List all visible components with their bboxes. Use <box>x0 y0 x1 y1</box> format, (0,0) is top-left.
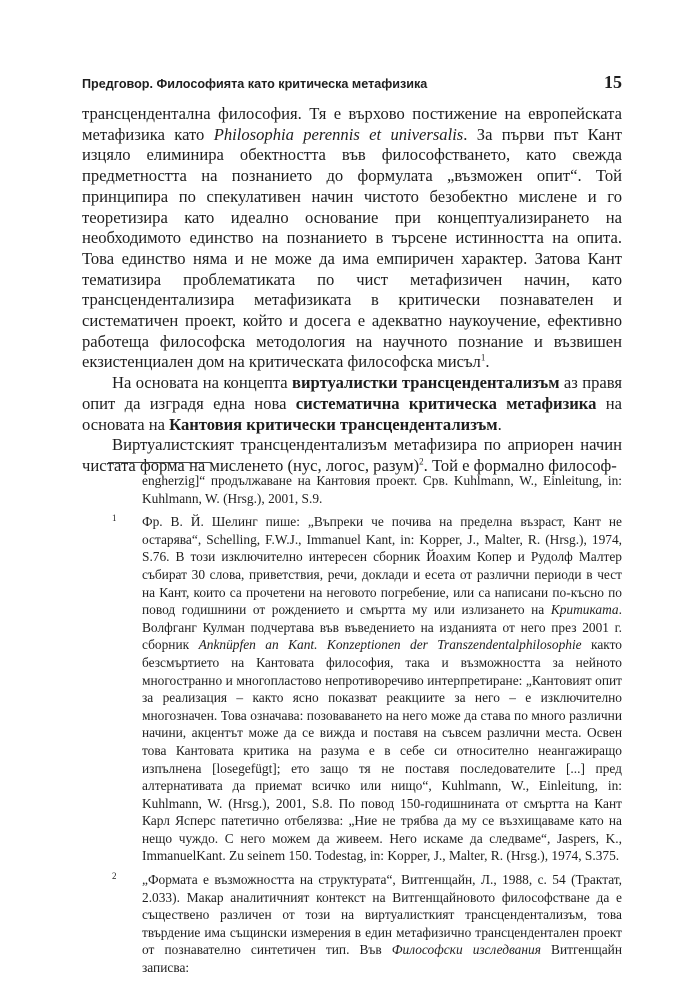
main-text <box>82 104 622 477</box>
footnote-1 <box>112 513 623 865</box>
text-run: аз правя опит да изградя една нова <box>82 373 622 413</box>
text-run: на основата на <box>82 393 622 434</box>
paragraph-1 <box>82 104 622 373</box>
page-number: 15 <box>604 72 622 92</box>
footnote-mark-2: 2 <box>112 871 117 882</box>
text-run: . Волфганг Кулман подчертава във въведението на изданията от него през 2001 г. сборник <box>142 602 622 653</box>
footnote-ref-2: 2 <box>419 456 424 467</box>
italic-run: Philosophia perennis et universalis <box>213 124 464 144</box>
text-run: Фр. В. Й. Шелинг пише: „Въпреки че почива на пределна възраст, Кант не остарява“, Schelling, F.W.J., Immanuel Kant, in: Kopper, J., Malter, R. (Hrsg.), 1974, S.76. В този изключително интересен сборник Йоахим Копер и Рудолф Малтер събират 30 слова, приветствия, речи, доклади и есета от различни периоди в чест на Кант, които са прочетени на неговото погребение, или са написани по-късно по повод годишнини от рождението и смъртта му или излизането на <box>142 514 622 618</box>
italic-run: Критиката <box>550 602 619 618</box>
paragraph-2 <box>82 373 622 435</box>
bold-term: Кантовия критически трансцендентализъм <box>169 414 498 434</box>
text-run: . <box>485 352 490 372</box>
text-run: Витгенщайн записва: <box>142 942 622 976</box>
footnotes <box>112 472 623 977</box>
text-run: . За първи път Кант изцяло елиминира обектността във философстването, като свежда предметността на познанието до формулата „възможен опит“. Той принципира по спекулативен начин чистото безобектно мислене и го теоретизира като идеално основание при концептуализирането на необходимото единство на познанието в търсене истинността на опита. Това единство няма и не може да има емпиричен характер. Затова Кант тематизира проблематиката по чист метафизичен начин, като трансцендентализира метафизиката в критически познавателен и систематичен проект, който и досега е адекватно наукоучение, ефективно работеща философска методология на научното познание и възвишен екзистенциален дом на критическата философска мисъл <box>82 124 623 372</box>
text-run: . <box>497 414 502 434</box>
footnote-ref-1: 1 <box>480 352 486 363</box>
footnote-2 <box>112 871 622 977</box>
page-header <box>82 72 622 94</box>
text-run: Виртуалистският трансцендентализъм метафизира по априорен начин чистата форма на мисленето (нус, логос, разум) <box>82 435 622 475</box>
text-run: „Формата е възможността на структурата“, Витгенщайн, Л., 1988, с. 54 (Трактат, 2.033). Макар аналитичният контекст на Витгенщайновото философстване да е съществено различен от този на виртуалисткият трансцендентализъм, това твърдение има същински измерения в един метафизично трансцендентален проект от познавателно синтетичен тип. Във <box>142 872 622 958</box>
text-run: както безсмъртието на Кантовата философия, така и възможността за нейното многостранно и многопластово непротиворечиво интерпретиране: „Кантовият опит за реализация – както ясно показват реакциите за него – е изключително многозначен. Това означава: позоваването на него може да става по много различни начини, акцентът може да се вижда и поставя на съвсем различни места. Освен това Кантовата критика на разума е в себе си относително неангажиращо изпълнена [losegefügt]; ето защо тя не поставя последователите [...] пред алтернативата да приемат всичко или нищо“, Kuhlmann, W., Einleitung, in: Kuhlmann, W. (Hrsg.), 2001, S.8. По повод 150-годишнината от смъртта на Кант Карл Ясперс патетично отбелязва: „Ние не трябва да му се възхищаваме като на нещо чуждо. С него можем да живеем. Него искаме да следваме“, Jaspers, K., ImmanuelKant. Zu seinem 150. Todestag, in: Kopper, J., Malter, R. (Hrsg.), 1974, S.375. <box>142 637 623 864</box>
italic-run: Философски изследвания <box>391 942 541 958</box>
footnote-continuation: engherzig]“ продължаване на Кантовия проект. Срв. Kuhlmann, W., Einleitung, in: Kuhlmann, W. (Hrsg.), 2001, S.9. <box>142 473 622 506</box>
italic-run: Anknüpfen an Kant. Konzeptionen der Transzendentalphilosophie <box>198 637 582 653</box>
bold-term: систематична критическа метафизика <box>295 393 597 413</box>
text-run: На основата на концепта <box>112 373 293 393</box>
running-title: Предговор. Философията като критическа метафизика <box>82 77 428 91</box>
paragraph-3 <box>82 435 622 476</box>
bold-term: виртуалистки трансцендентализъм <box>292 373 560 393</box>
text-run: . Той е формално философ- <box>423 455 617 475</box>
footnote-mark-1: 1 <box>112 513 117 524</box>
footnote-separator <box>108 462 212 463</box>
text-run: трансцендентална философия. Тя е върхово постижение на европейската метафизика като <box>82 104 622 144</box>
